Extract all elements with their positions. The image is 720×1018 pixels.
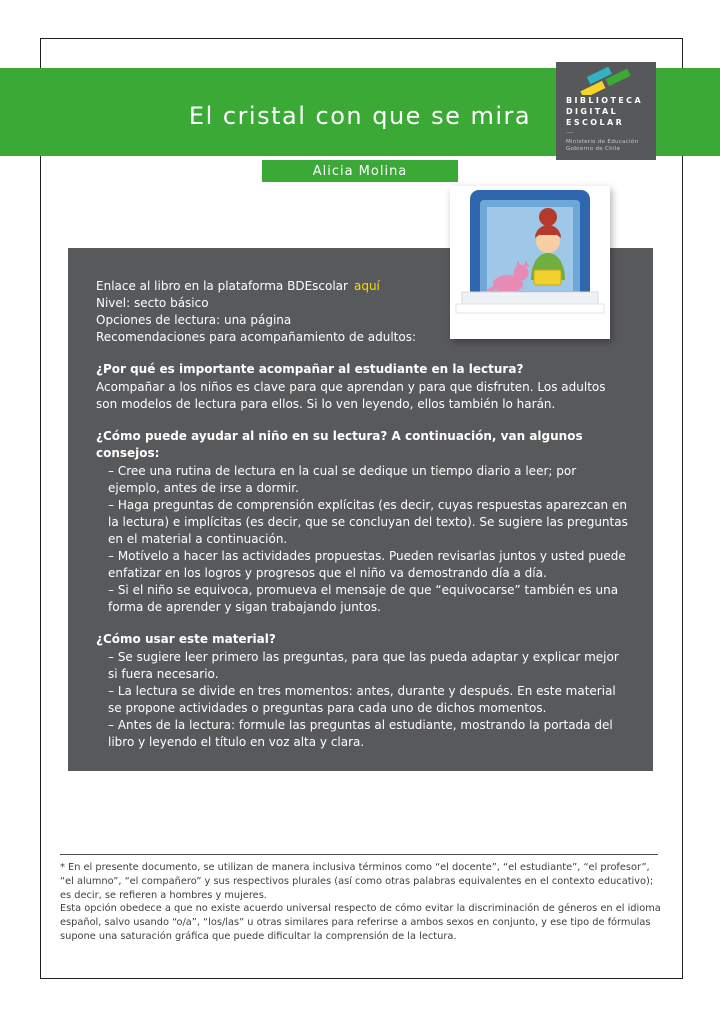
level-line: Nivel: secto básico: [96, 296, 209, 310]
footnote-paragraph: Esta opción obedece a que no existe acuerdo universal respecto de cómo evitar la discriminación de géneros en el idioma español, salvo usando “o/a”, “los/las” u otras similares para referirse a ambos sexos en conjunto, y ese tipo de fórmulas supone una saturación gráfica que puede dificultar la comprensión de la lectura.: [60, 903, 661, 942]
book-cover-illustration: [450, 186, 610, 339]
section-heading-why: ¿Por qué es importante acompañar al estudiante en la lectura?: [96, 362, 524, 376]
book-link[interactable]: aquí: [353, 279, 380, 293]
logo-ministry: Ministerio de Educación: [566, 139, 639, 145]
footnote-divider: [60, 854, 658, 855]
section-heading-how-help: ¿Cómo puede ayudar al niño en su lectura? A continuación, van algunos consejos:: [96, 429, 583, 460]
page-title: El cristal con que se mira: [188, 102, 532, 130]
bullet-item: – Motívelo a hacer las actividades propuestas. Pueden revisarlas juntos y usted puede enfatizar en los logros y progresos que el niño va demostrando día a día.: [108, 549, 626, 580]
logo-word-biblioteca: BIBLIOTECA: [566, 96, 644, 105]
author-bar: [262, 160, 458, 182]
logo-government: Gobierno de Chile: [566, 146, 621, 152]
logo-stripes-icon: [566, 65, 646, 95]
logo-word-escolar: ESCOLAR: [566, 118, 625, 127]
bullet-item: – La lectura se divide en tres momentos: antes, durante y después. En este material se propone actividades o preguntas para cada uno de dichos momentos.: [108, 684, 616, 715]
recommendations-line: Recomendaciones para acompañamiento de adultos:: [96, 330, 417, 344]
logo-divider: —: [566, 128, 574, 137]
author-name: Alicia Molina: [312, 163, 408, 179]
bullet-item: – Si el niño se equivoca, promueva el mensaje de que “equivocarse” también es una forma de aprender y sigan trabajando juntos.: [108, 583, 619, 614]
footnote-paragraph: * En el presente documento, se utilizan de manera inclusiva términos como “el docente”, “el estudiante”, “el profesor”, “el alumno”, “el compañero” y sus respectivos plurales (así como otras palabras equivalentes en el contexto educativo); es decir, se refieren a hombres y mujeres.: [60, 862, 654, 901]
bullet-item: – Se sugiere leer primero las preguntas, para que las pueda adaptar y explicar mejor si fuera necesario.: [108, 650, 619, 681]
footnote: [60, 861, 664, 944]
logo-word-digital: DIGITAL: [566, 107, 619, 116]
reading-options-line: Opciones de lectura: una página: [96, 313, 292, 327]
bullet-item: – Antes de la lectura: formule las preguntas al estudiante, mostrando la portada del libro y leyendo el título en voz alta y clara.: [108, 718, 613, 749]
window-scene-icon: [450, 186, 610, 339]
book-link-prefix: Enlace al libro en la plataforma BDEscolar: [96, 279, 348, 293]
bullet-item: – Cree una rutina de lectura en la cual se dedique un tiempo diario a leer; por ejemplo, antes de irse a dormir.: [108, 464, 577, 495]
bullet-item: – Haga preguntas de comprensión explícitas (es decir, cuyas respuestas aparezcan en la lectura) e implícitas (es decir, que se concluyan del texto). Se sugiere las preguntas en el material a continuación.: [108, 498, 628, 546]
section-heading-how-use: ¿Cómo usar este material?: [96, 632, 276, 646]
bde-logo: [556, 62, 656, 160]
section-paragraph-why: Acompañar a los niños es clave para que aprendan y para que disfruten. Los adultos son modelos de lectura para ellos. Si lo ven leyendo, ellos también lo harán.: [96, 380, 606, 411]
